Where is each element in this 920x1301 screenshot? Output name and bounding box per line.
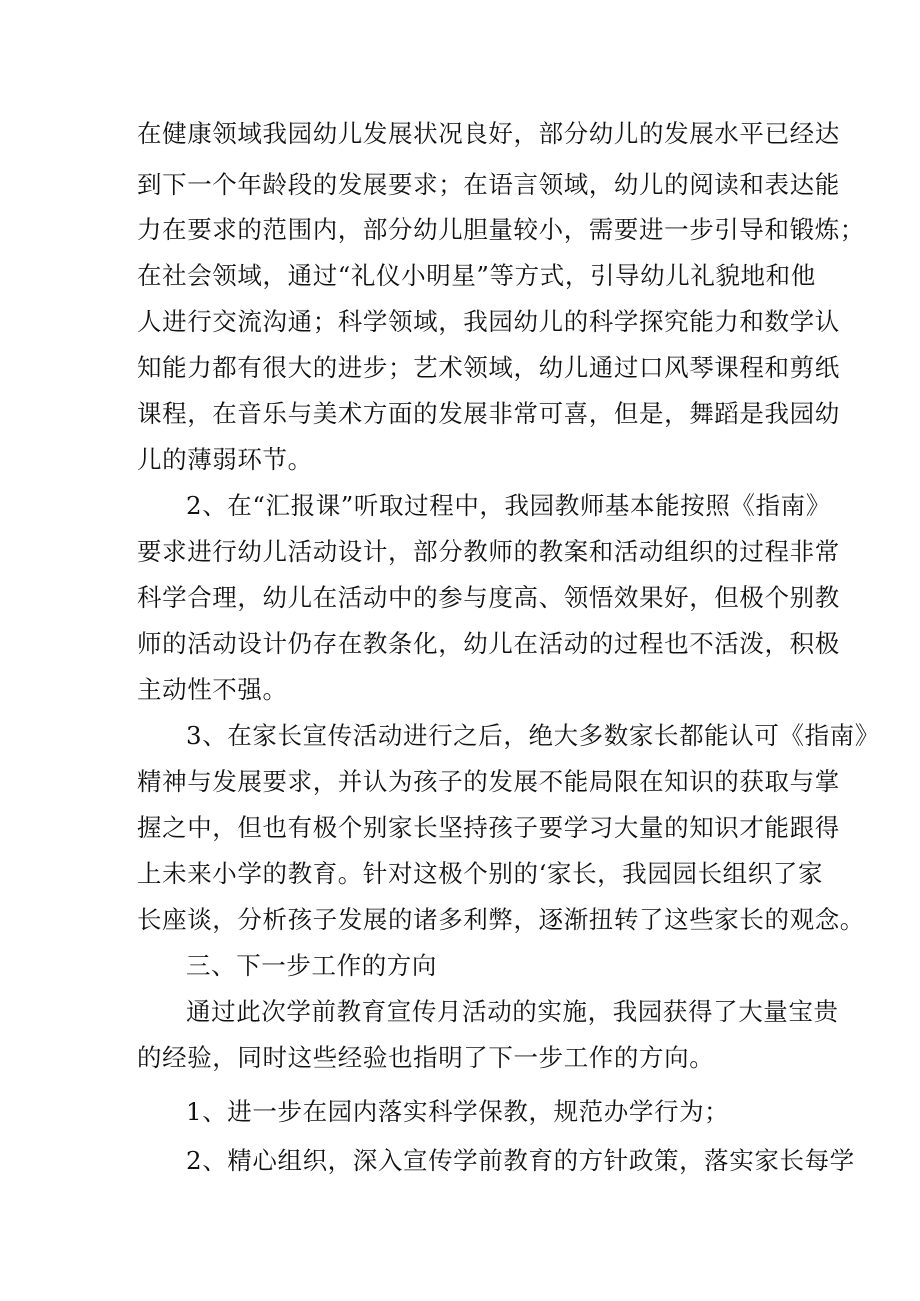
text-line: 人进行交流沟通；科学领域，我园幼儿的科学探究能力和数学认: [137, 307, 840, 336]
text-line: 知能力都有很大的进步；艺术领域，幼儿通过口风琴课程和剪纸: [137, 353, 840, 382]
text-line: 上未来小学的教育。针对这极个别的‘家长，我园园长组织了家: [137, 859, 824, 888]
text-line: 儿的薄弱环节。: [137, 445, 313, 474]
paragraph-first-line: 3、在家长宣传活动进行之后，绝大多数家长都能认可《指南》: [186, 721, 880, 750]
text-line: 师的活动设计仍存在教条化，幼儿在活动的过程也不活泼，积极: [137, 629, 840, 658]
list-item: 1、进一步在园内落实科学保教，规范办学行为；: [186, 1097, 730, 1126]
text-line: 力在要求的范围内，部分幼儿胆量较小，需要进一步引导和锻炼；: [137, 215, 865, 244]
paragraph-first-line: 通过此次学前教育宣传月活动的实施，我园获得了大量宝贵: [186, 997, 839, 1026]
text-line: 精神与发展要求，并认为孩子的发展不能局限在知识的获取与掌: [137, 767, 840, 796]
text-line: 课程，在音乐与美术方面的发展非常可喜，但是，舞蹈是我园幼: [137, 399, 840, 428]
text-line: 要求进行幼儿活动设计，部分教师的教案和活动组织的过程非常: [137, 537, 840, 566]
text-line: 主动性不强。: [137, 675, 288, 704]
paragraph-first-line: 2、在“汇报课”听取过程中，我园教师基本能按照《指南》: [186, 491, 831, 520]
section-heading: 三、下一步工作的方向: [186, 951, 437, 980]
text-line: 在社会领域，通过“礼仪小明星”等方式，引导幼儿礼貌地和他: [137, 261, 816, 290]
text-line: 握之中，但也有极个别家长坚持孩子要学习大量的知识才能跟得: [137, 813, 840, 842]
list-item: 2、精心组织，深入宣传学前教育的方针政策，落实家长每学: [186, 1146, 855, 1175]
text-line: 长座谈，分析孩子发展的诸多利弊，逐渐扭转了这些家长的观念。: [137, 905, 865, 934]
text-line: 到下一个年龄段的发展要求；在语言领域，幼儿的阅读和表达能: [137, 170, 840, 199]
text-line: 在健康领域我园幼儿发展状况良好，部分幼儿的发展水平已经达: [137, 119, 840, 148]
text-line: 的经验，同时这些经验也指明了下一步工作的方向。: [137, 1043, 715, 1072]
text-line: 科学合理，幼儿在活动中的参与度高、领悟效果好，但极个别教: [137, 583, 840, 612]
